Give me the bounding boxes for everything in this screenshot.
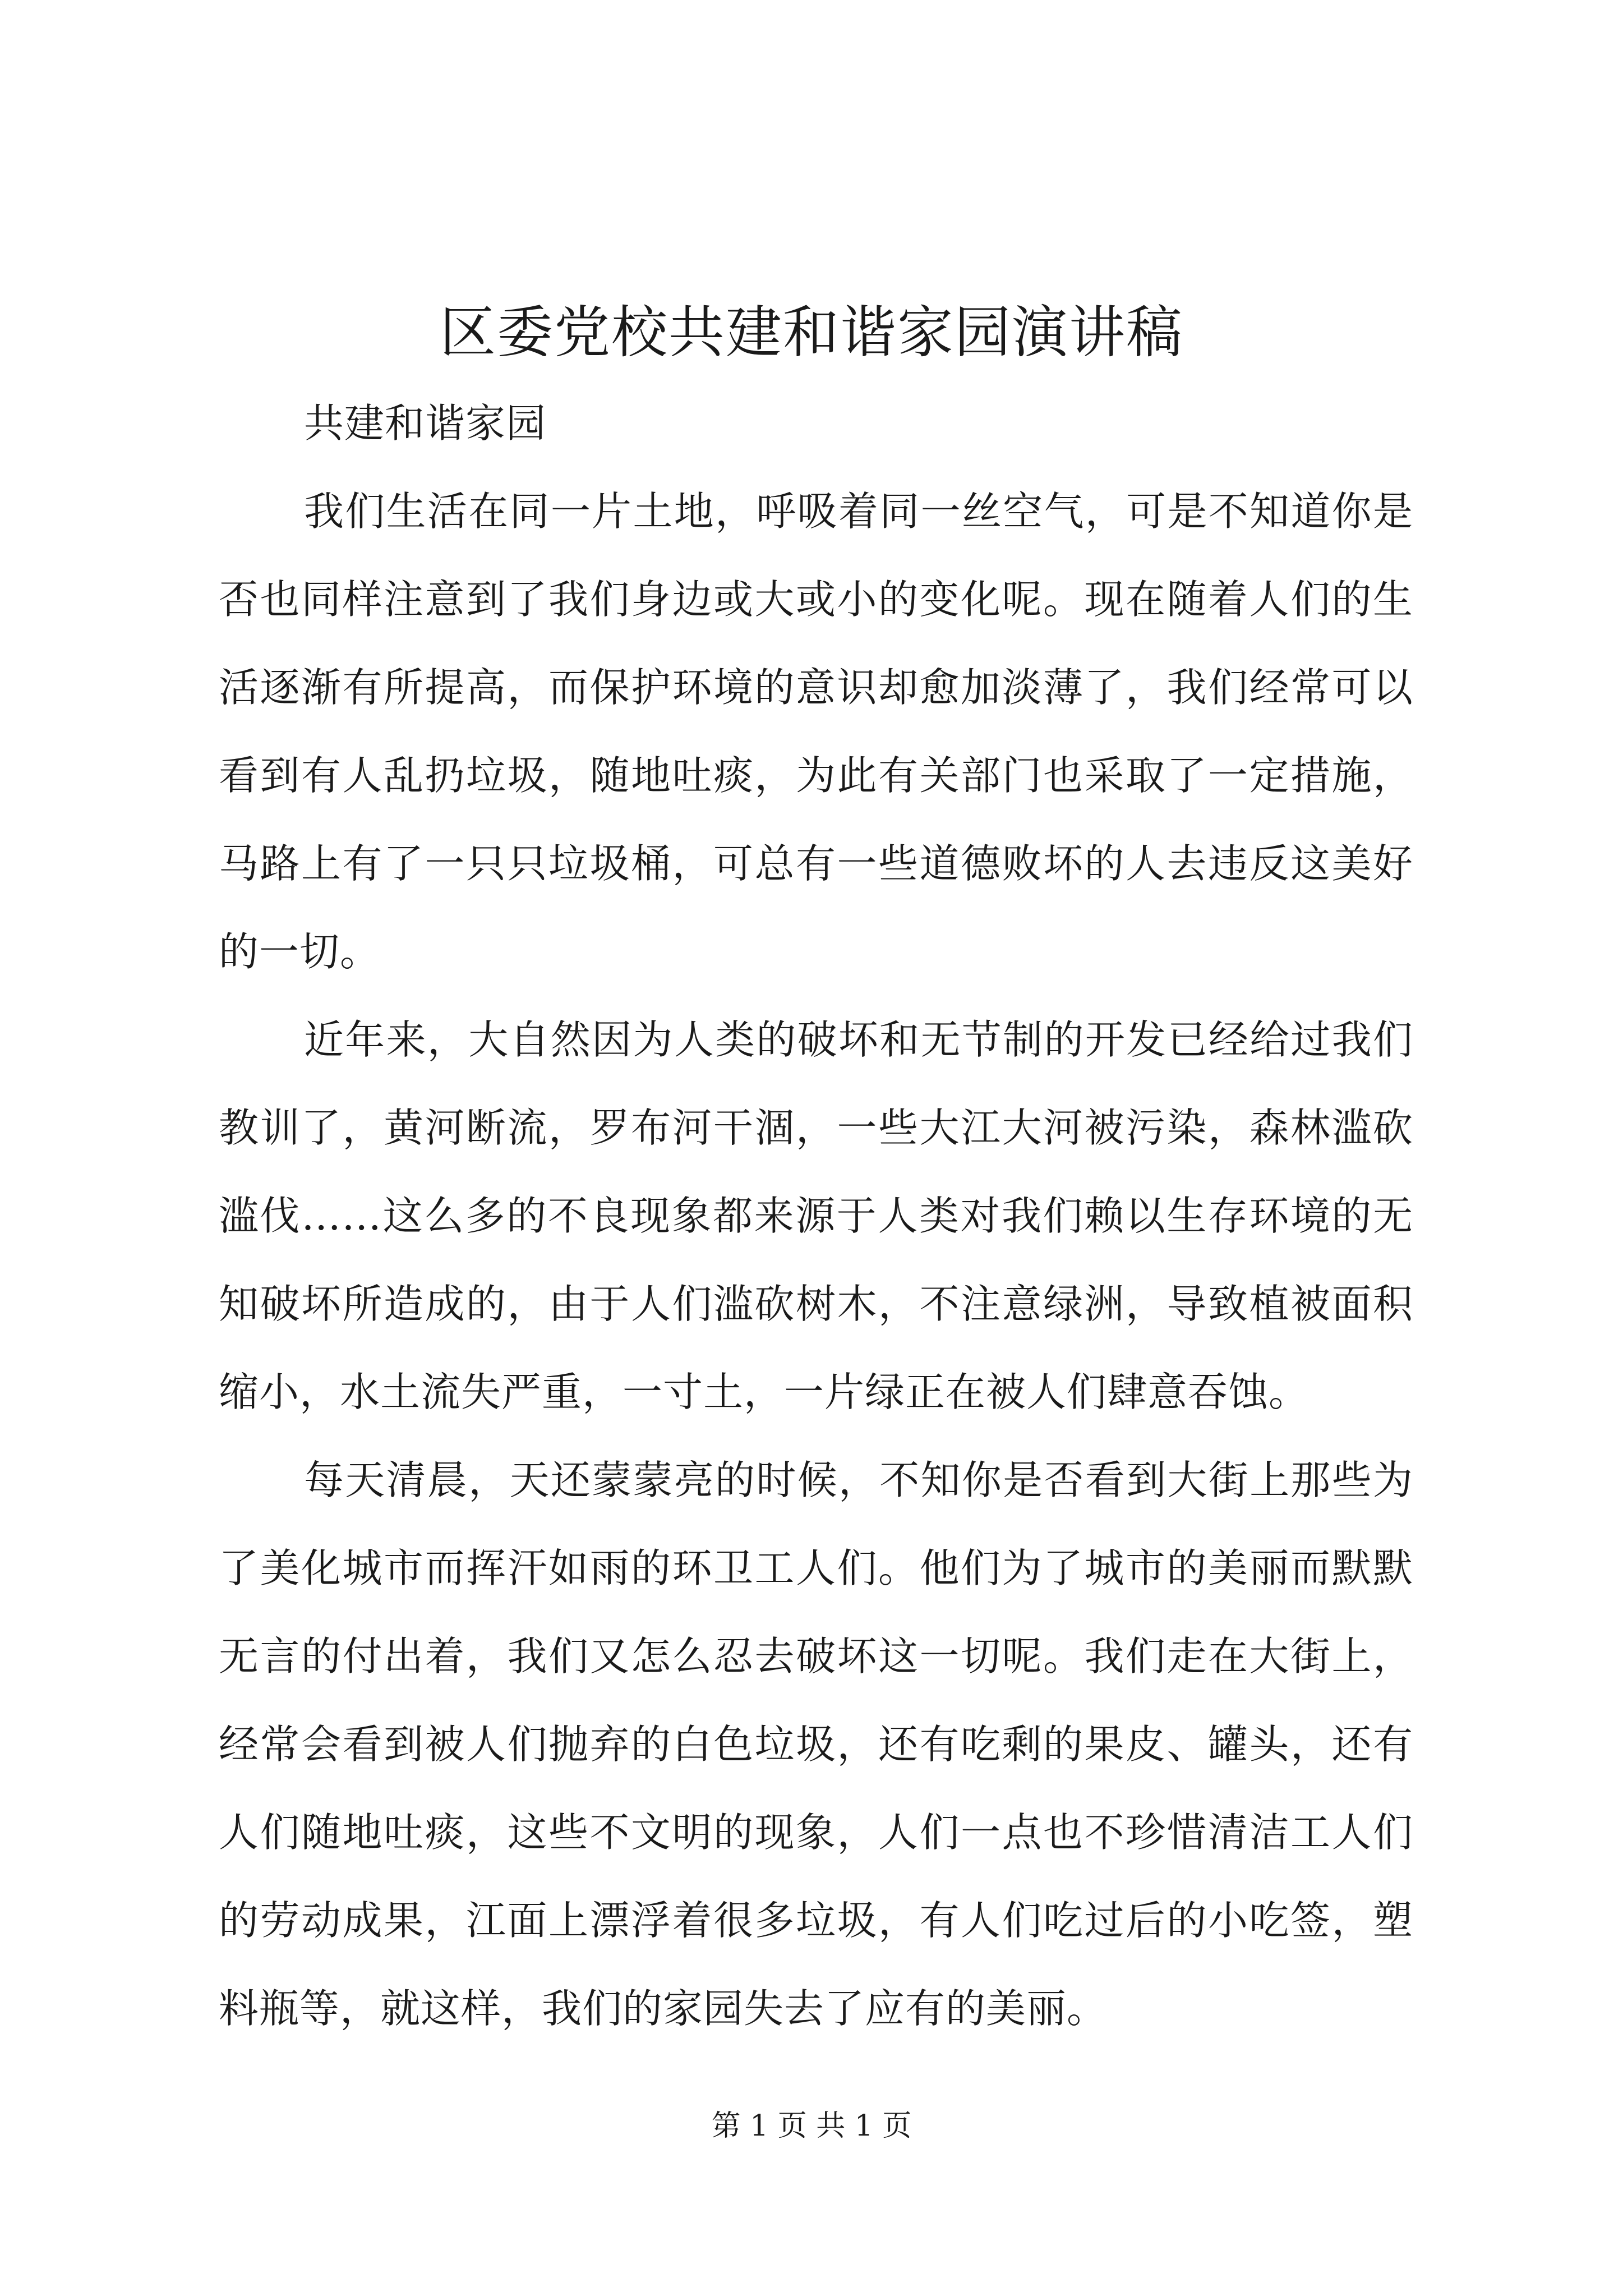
paragraph: 每天清晨，天还蒙蒙亮的时候，不知你是否看到大街上那些为了美化城市而挥汗如雨的环卫工人们。他们为了城市的美丽而默默无言的付出着，我们又怎么忍去破坏这一切呢。我们走在大街上，经常会看到被人们抛弃的白色垃圾，还有吃剩的果皮、罐头，还有人们随地吐痰，这些不文明的现象，人们一点也不珍惜清洁工人们的劳动成果，江面上漂浮着很多垃圾，有人们吃过后的小吃签，塑料瓶等，就这样，我们的家园失去了应有的美丽。 bbox=[219, 1457, 1413, 2032]
paragraph: 近年来，大自然因为人类的破坏和无节制的开发已经给过我们教训了，黄河断流，罗布河干涸，一些大江大河被污染，森林滥砍滥伐……这么多的不良现象都来源于人类对我们赖以生存环境的无知破坏所造成的，由于人们滥砍树木，不注意绿洲，导致植被面积缩小，水土流失严重，一寸土，一片绿正在被人们肆意吞蚀。 bbox=[219, 1016, 1413, 1415]
page-footer: 第 1 页 共 1 页 bbox=[711, 2109, 912, 2143]
document-title: 区委党校共建和谐家园演讲稿 bbox=[440, 300, 1183, 365]
paragraph: 我们生活在同一片土地，呼吸着同一丝空气，可是不知道你是否也同样注意到了我们身边或大或小的变化呢。现在随着人们的生活逐渐有所提高，而保护环境的意识却愈加淡薄了，我们经常可以看到有人乱扔垃圾，随地吐痰，为此有关部门也采取了一定措施，马路上有了一只只垃圾桶，可总有一些道德败坏的人去违反这美好的一切。 bbox=[219, 488, 1413, 975]
document-body bbox=[219, 379, 1413, 2053]
paragraph-subtitle: 共建和谐家园 bbox=[304, 400, 547, 447]
